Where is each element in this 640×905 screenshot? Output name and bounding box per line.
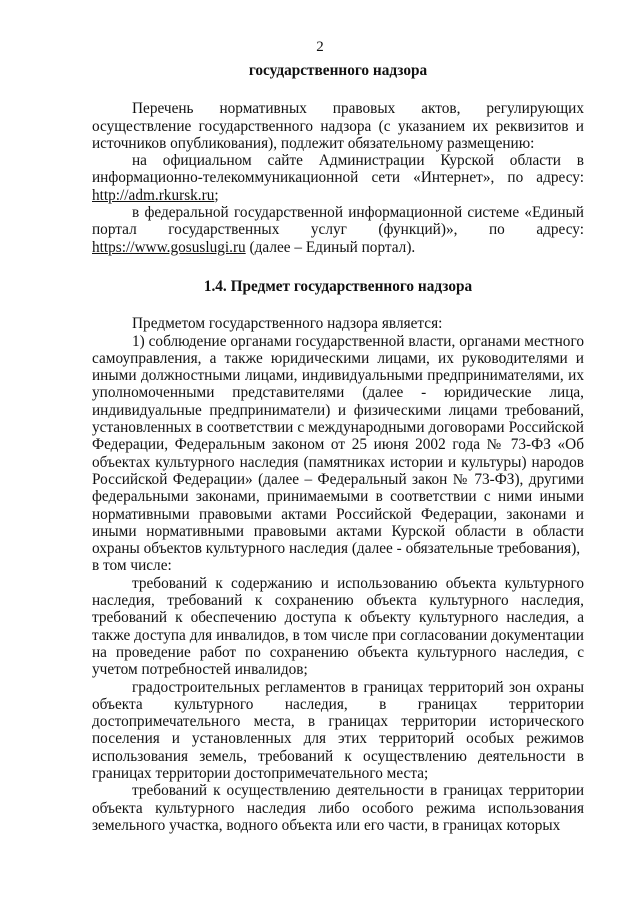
paragraph-including: в том числе: — [92, 557, 172, 575]
heading-continuation: государственного надзора — [248, 62, 428, 79]
paragraph-urban-regulations: градостроительных регламентов в границах территорий зон охраны объекта культурного наследия, в границах территории достопримечательного места, в границах территории исторического поселения и установленных для этих территорий особых режимов использования земель, требований к осуществлению деятельности в границах территории достопримечательного места; — [92, 678, 584, 782]
paragraph-official-site — [92, 152, 584, 204]
paragraph-item-1: 1) соблюдение органами государственной власти, органами местного самоуправления, а также юридическими лицами, их руководителями и иными должностными лицами, индивидуальными предпринимателями, их уполномоченными представителями (далее - юридические лица, индивидуальные предприниматели) и физическими лицами требований, установленных в соответствии с международными договорами Российской Федерации, Федеральным законом от 25 июня 2002 года № 73-ФЗ «Об объектах культурного наследия (памятниках истории и культуры) народов Российской Федерации» (далее – Федеральный закон № 73-ФЗ), другими федеральными законами, принимаемыми в соответствии с ними иными нормативными правовыми актами Российской Федерации, законами и иными нормативными правовыми актами Курской области в области охраны объектов культурного наследия (далее - обязательные требования), — [92, 332, 584, 558]
paragraph-subject-intro: Предметом государственного надзора является: — [132, 315, 443, 333]
portal-text: в федеральной государственной информационной системе «Единый портал государственных услуг (функций)», по адресу: — [92, 204, 584, 239]
section-heading: 1.4. Предмет государственного надзора — [203, 277, 473, 295]
official-site-link[interactable]: http://adm.rkursk.ru — [92, 186, 215, 204]
portal-suffix: (далее – Единый портал). — [245, 238, 416, 256]
document-body — [92, 62, 584, 834]
official-site-suffix: ; — [214, 186, 219, 204]
paragraph-requirements-content: требований к содержанию и использованию объекта культурного наследия, требований к сохранению объекта культурного наследия, требований к обеспечению доступа к объекту культурного наследия, а также доступа для инвалидов, в том числе при согласовании документации на проведение работ по сохранению объекта культурного наследия, с учетом потребностей инвалидов; — [92, 574, 584, 679]
paragraph-unified-portal — [92, 204, 584, 256]
page-number: 2 — [316, 39, 324, 55]
paragraph-list-intro: Перечень нормативных правовых актов, регулирующих осуществление государственного надзора (с указанием их реквизитов и источников опубликования), подлежит обязательному размещению: — [92, 100, 584, 152]
paragraph-activity-requirements: требований к осуществлению деятельности в границах территории объекта культурного наследия либо особого режима использования земельного участка, водного объекта или его части, в границах которых — [92, 782, 584, 834]
official-site-text: на официальном сайте Администрации Курской области в информационно-телекоммуникационной сети «Интернет», по адресу: — [92, 152, 584, 187]
portal-link[interactable]: https://www.gosuslugi.ru — [92, 238, 246, 256]
